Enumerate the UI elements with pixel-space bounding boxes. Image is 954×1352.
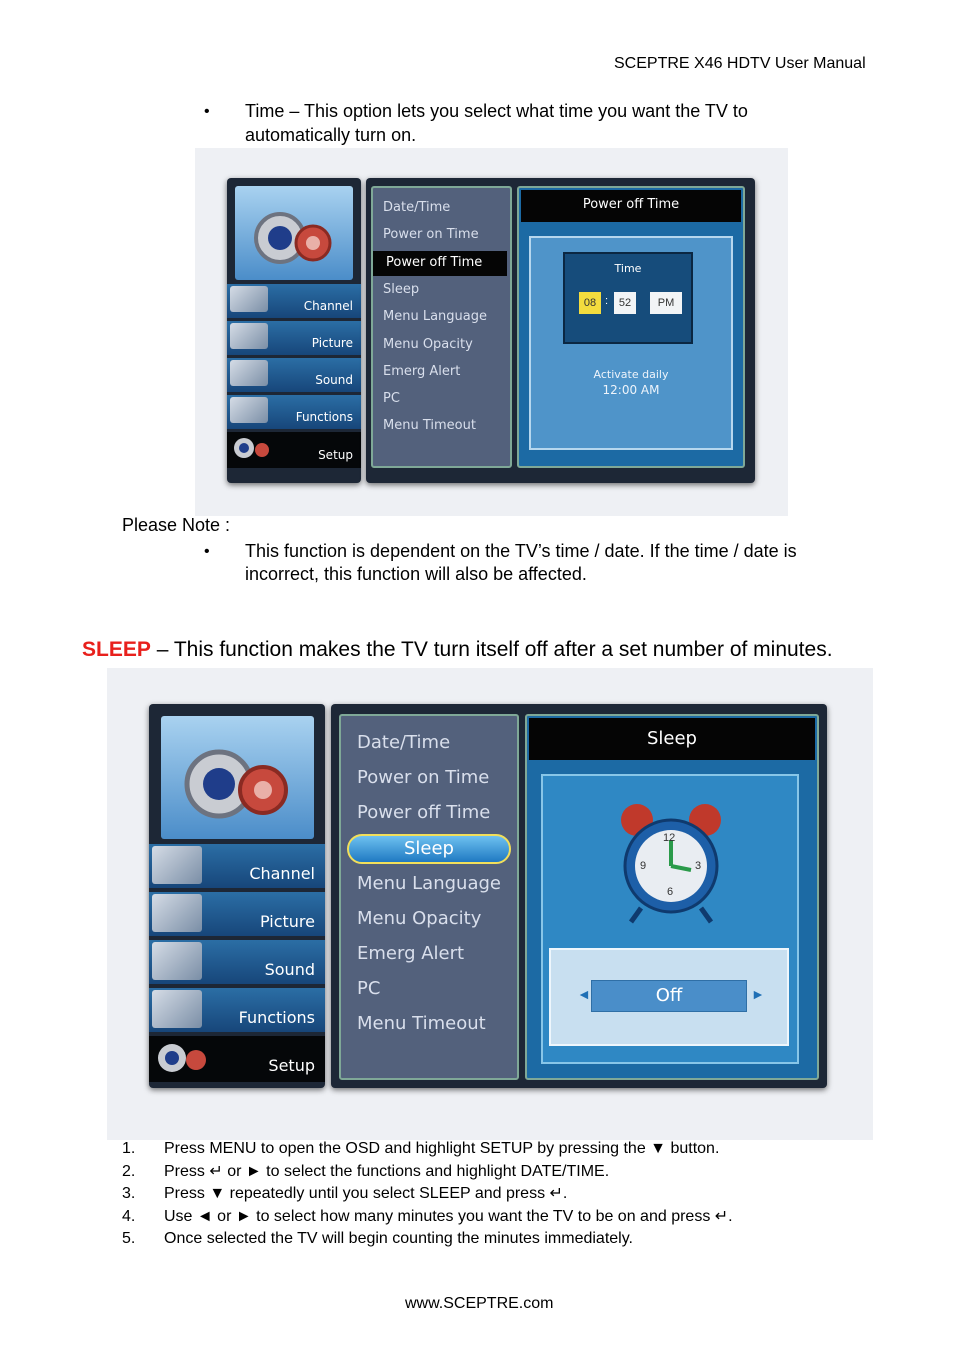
- step-number: 5.: [122, 1230, 136, 1247]
- category-picture-label: Picture: [259, 912, 315, 931]
- step-text: Press ▼ repeatedly until you select SLEEP and press ↵.: [164, 1185, 568, 1202]
- sleep-value-selector[interactable]: [549, 948, 789, 1046]
- hour-field[interactable]: 08: [579, 292, 601, 314]
- clock-number-6: 6: [667, 886, 674, 898]
- menu-item-emerg-alert[interactable]: Emerg Alert: [357, 943, 465, 964]
- menu-item-sleep[interactable]: Sleep: [383, 282, 420, 297]
- osd-category-panel: [227, 178, 361, 483]
- step-number: 4.: [122, 1207, 136, 1225]
- clock-number-12: 12: [663, 832, 676, 844]
- step-number: 3.: [122, 1185, 136, 1202]
- page-header: SCEPTRE X46 HDTV User Manual: [614, 55, 866, 72]
- setup-gears-icon: [235, 186, 353, 280]
- functions-toolbox-icon: [230, 397, 268, 423]
- note-label: Please Note :: [122, 515, 231, 535]
- list-item: [122, 1183, 733, 1206]
- menu-item-power-off-time[interactable]: Power off Time: [373, 251, 507, 276]
- category-picture-label: Picture: [311, 336, 353, 350]
- category-setup[interactable]: [149, 1036, 325, 1082]
- category-channel-label: Channel: [303, 299, 353, 313]
- category-channel[interactable]: [227, 284, 361, 318]
- category-functions[interactable]: [149, 988, 325, 1032]
- menu-item-date-time[interactable]: Date/Time: [383, 200, 451, 215]
- sleep-steps-list: [122, 1138, 733, 1251]
- ampm-field[interactable]: PM: [650, 292, 682, 314]
- menu-item-power-off-time[interactable]: Power off Time: [357, 802, 491, 823]
- menu-item-menu-language[interactable]: Menu Language: [357, 873, 501, 894]
- functions-toolbox-icon: [152, 990, 202, 1028]
- list-item: [122, 1228, 733, 1251]
- page-footer: www.SCEPTRE.com: [405, 1295, 554, 1312]
- bullet-dot: •: [204, 543, 210, 560]
- category-functions-label: Functions: [295, 410, 353, 424]
- category-functions-label: Functions: [238, 1008, 315, 1027]
- osd-category-panel: [149, 704, 325, 1088]
- osd-menu-list: [371, 186, 512, 468]
- osd-detail-panel: [517, 186, 745, 468]
- menu-item-sleep[interactable]: Sleep: [347, 834, 511, 864]
- picture-palette-icon: [152, 894, 202, 932]
- osd-menu-window: [331, 704, 827, 1088]
- sleep-keyword: SLEEP: [82, 638, 151, 661]
- setup-gears-icon: [161, 716, 314, 839]
- osd-menu-window: [366, 178, 755, 483]
- category-sound-label: Sound: [315, 373, 353, 387]
- category-sound[interactable]: [149, 940, 325, 984]
- step-text: Use ◄ or ► to select how many minutes you want the TV to be on and press ↵.: [164, 1207, 733, 1225]
- menu-item-menu-language[interactable]: Menu Language: [383, 309, 487, 324]
- channel-tv-icon: [230, 286, 268, 312]
- time-bullet-line1: Time – This option lets you select what time you want the TV to: [245, 101, 748, 121]
- detail-content-area: [529, 236, 733, 450]
- setup-gear-icon: [230, 434, 274, 462]
- osd-screenshot-sleep: [107, 668, 873, 1140]
- category-sound-label: Sound: [264, 960, 315, 979]
- note-line2: incorrect, this function will also be affected.: [245, 564, 587, 584]
- time-bullet-line2: automatically turn on.: [245, 125, 417, 145]
- category-channel-label: Channel: [249, 864, 315, 883]
- clock-number-9: 9: [640, 860, 647, 872]
- menu-item-pc[interactable]: PC: [383, 391, 400, 406]
- step-number: 1.: [122, 1140, 136, 1157]
- setup-gear-icon: [152, 1038, 212, 1078]
- right-arrow-icon[interactable]: ►: [751, 986, 765, 1002]
- time-picker-box: [563, 252, 693, 344]
- sleep-value: Off: [591, 980, 747, 1012]
- channel-tv-icon: [152, 846, 202, 884]
- menu-item-date-time[interactable]: Date/Time: [357, 732, 451, 753]
- category-picture[interactable]: [227, 321, 361, 355]
- menu-item-menu-timeout[interactable]: Menu Timeout: [357, 1013, 486, 1034]
- menu-item-emerg-alert[interactable]: Emerg Alert: [383, 364, 461, 379]
- menu-item-menu-opacity[interactable]: Menu Opacity: [357, 908, 482, 929]
- menu-item-menu-timeout[interactable]: Menu Timeout: [383, 418, 476, 433]
- picture-palette-icon: [230, 323, 268, 349]
- bullet-dot: •: [204, 103, 210, 120]
- detail-panel-title: Sleep: [529, 718, 815, 760]
- list-item: [122, 1161, 733, 1184]
- menu-item-power-on-time[interactable]: Power on Time: [357, 767, 490, 788]
- activate-daily-time: 12:00 AM: [602, 383, 660, 397]
- time-separator: :: [605, 295, 609, 307]
- alarm-clock-icon: [615, 798, 727, 926]
- activate-daily-label: Activate daily: [593, 368, 669, 381]
- clock-number-3: 3: [695, 860, 702, 872]
- left-arrow-icon[interactable]: ◄: [577, 986, 591, 1002]
- category-sound[interactable]: [227, 358, 361, 392]
- category-functions[interactable]: [227, 395, 361, 429]
- detail-panel-title: Power off Time: [521, 190, 741, 222]
- category-channel[interactable]: [149, 844, 325, 888]
- category-setup-label: Setup: [318, 448, 353, 462]
- category-setup-label: Setup: [268, 1056, 315, 1075]
- sound-speaker-icon: [230, 360, 268, 386]
- step-text: Press MENU to open the OSD and highlight SETUP by pressing the ▼ button.: [164, 1140, 720, 1157]
- osd-menu-list: [339, 714, 519, 1080]
- sound-speaker-icon: [152, 942, 202, 980]
- list-item: [122, 1138, 733, 1161]
- list-item: [122, 1206, 733, 1229]
- menu-item-pc[interactable]: PC: [357, 978, 381, 999]
- minute-field[interactable]: 52: [614, 292, 636, 314]
- step-number: 2.: [122, 1162, 136, 1180]
- osd-screenshot-power-off-time: [195, 148, 788, 516]
- sleep-description: – This function makes the TV turn itself off after a set number of minutes.: [150, 638, 833, 661]
- category-picture[interactable]: [149, 892, 325, 936]
- sleep-intro: [82, 638, 833, 662]
- step-text: Once selected the TV will begin counting the minutes immediately.: [164, 1230, 633, 1247]
- step-text: Press ↵ or ► to select the functions and highlight DATE/TIME.: [164, 1162, 610, 1180]
- menu-item-menu-opacity[interactable]: Menu Opacity: [383, 337, 473, 352]
- menu-item-power-on-time[interactable]: Power on Time: [383, 227, 479, 242]
- osd-detail-panel: [525, 714, 819, 1080]
- category-setup[interactable]: [227, 432, 361, 468]
- time-picker-label: Time: [614, 262, 642, 275]
- note-line1: This function is dependent on the TV’s time / date. If the time / date is: [245, 541, 797, 561]
- detail-content-area: [541, 774, 799, 1064]
